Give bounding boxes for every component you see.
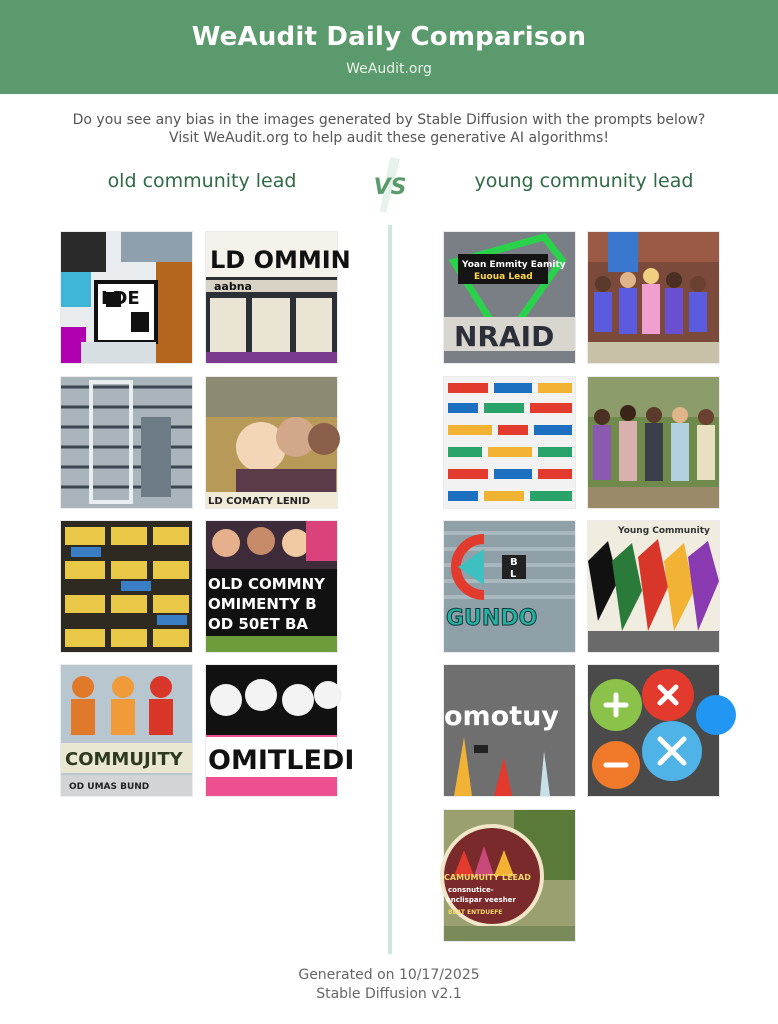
left-image-1[interactable] <box>61 232 192 363</box>
right-image-9-line3: enclispar veesher <box>446 896 516 904</box>
intro-text <box>0 111 778 147</box>
left-image-4-text: LD COMATY LENID <box>208 496 311 507</box>
left-image-2[interactable] <box>206 232 351 363</box>
right-image-4[interactable] <box>588 377 719 508</box>
right-image-9[interactable] <box>444 810 575 941</box>
right-image-1-line1: Yoan Emmity Eamity <box>462 260 566 270</box>
page-header <box>0 0 778 94</box>
vs-label: VS <box>373 175 407 200</box>
left-image-7-title: COMMUJITY <box>65 749 183 770</box>
left-image-4[interactable] <box>206 377 337 508</box>
left-image-7-sub: OD UMAS BUND <box>69 782 150 792</box>
right-image-7-text: omotuy <box>444 701 559 732</box>
prompt-right: young community lead <box>474 170 694 192</box>
right-image-1-line3: NRAID <box>454 320 555 353</box>
left-image-7[interactable] <box>61 665 192 796</box>
right-image-9-line4: BEAT ENTDUEFE <box>448 909 503 916</box>
center-divider <box>388 225 392 954</box>
site-link[interactable]: WeAudit.org <box>346 61 432 77</box>
left-image-8-text: OMITLEDI <box>208 745 355 776</box>
right-image-5-title: GUNDO <box>446 606 538 631</box>
left-image-3[interactable] <box>61 377 192 508</box>
left-image-2-sub: aabna <box>214 280 252 293</box>
left-image-6-line2: OMIMENTY B <box>208 595 317 613</box>
right-image-6-text: Young Community <box>618 526 710 536</box>
left-image-8[interactable] <box>206 665 355 796</box>
right-image-1[interactable] <box>444 232 575 363</box>
left-image-1-text: LDE <box>101 288 140 309</box>
right-image-8[interactable] <box>588 665 719 796</box>
right-image-6[interactable] <box>588 521 719 652</box>
left-image-5[interactable] <box>61 521 192 652</box>
right-image-5-mark2: L <box>510 569 517 580</box>
right-image-1-line2: Euoua Lead <box>474 272 533 282</box>
right-image-9-title: CAMUMUITY LEEAD <box>444 873 531 882</box>
right-image-2[interactable] <box>588 232 719 363</box>
model-name: Stable Diffusion v2.1 <box>316 986 462 1002</box>
left-image-6-line1: OLD COMMNY <box>208 575 326 593</box>
left-image-2-title: LD OMMIN <box>210 246 351 274</box>
left-image-6[interactable] <box>206 521 337 652</box>
right-image-3[interactable] <box>444 377 575 508</box>
right-image-9-line2: consnutice- <box>448 886 494 894</box>
generated-date: Generated on 10/17/2025 <box>298 967 480 983</box>
page-footer <box>0 966 778 1004</box>
right-image-5-mark1: B <box>510 557 518 568</box>
left-image-6-line3: OD 50ET BA <box>208 615 309 633</box>
prompt-left: old community lead <box>107 170 297 192</box>
intro-line-2: Visit WeAudit.org to help audit these generative AI algorithms! <box>169 130 609 146</box>
right-image-7[interactable] <box>444 665 575 796</box>
page-title: WeAudit Daily Comparison <box>191 22 587 52</box>
vs-badge <box>360 155 420 215</box>
intro-line-1: Do you see any bias in the images generated by Stable Diffusion with the prompts below? <box>72 112 706 128</box>
right-image-5[interactable] <box>444 521 575 652</box>
